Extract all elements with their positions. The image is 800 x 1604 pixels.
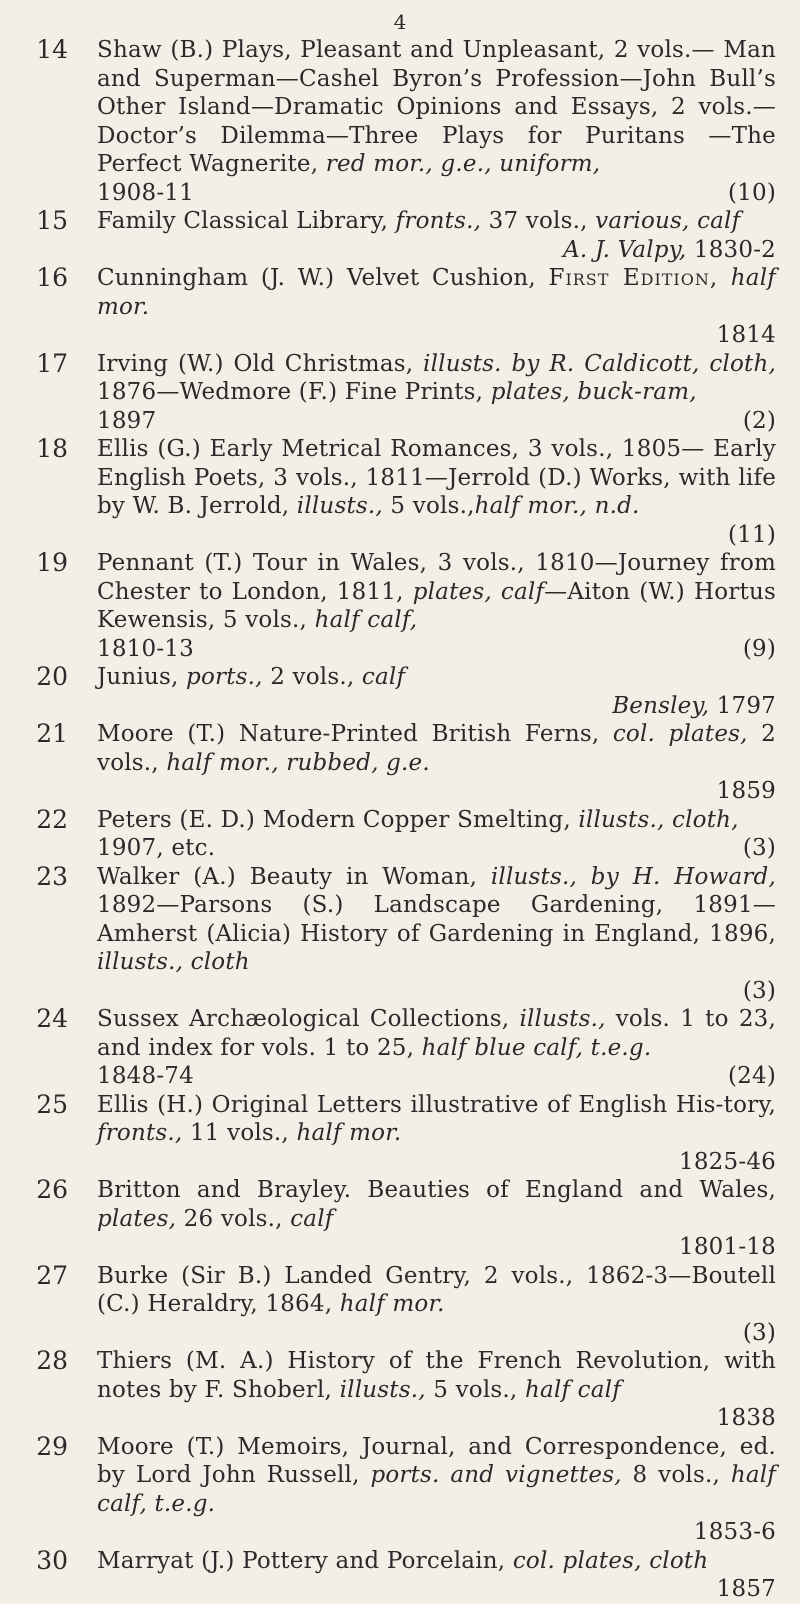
binding-note-2: half calf, [314,607,418,633]
lot-count [743,834,776,863]
lot-date: 1848-74 [97,1063,194,1089]
lot-date-row [97,179,776,208]
lot-count [563,236,776,265]
binding-note: ports., [186,664,263,690]
lot-count [717,1404,776,1433]
lot-date-row [97,521,776,550]
lot-title: Burke (Sir B.) Landed Gentry, 2 vols., 1862-3—Boutell (C.) Heraldry, 1864, [97,1262,776,1317]
lot-date-row [97,1575,776,1604]
lot-title: Moore (T.) Nature-Printed British Ferns, [97,721,613,747]
lot-description [97,1091,776,1177]
binding-note-2: half mor., rubbed, g.e. [166,749,430,776]
lot-entry [0,350,800,436]
lot-title-cont: 1876—Wedmore (F.) Fine Prints, [97,379,491,405]
lot-quantity: (3) [742,1319,776,1346]
lot-entry [0,549,800,663]
lot-title-cont: 1892—Parsons (S.) Landscape Gardening, 1891— Amherst (Alicia) History of Gardening in England, 1896, [97,892,776,947]
lot-number: 24 [36,1004,68,1033]
lot-title-cont: —Aiton (W.) Hortus Kewensis, 5 vols., [97,578,776,633]
lot-date-row [97,635,776,664]
lot-description [97,350,776,436]
lot-number: 25 [36,1089,68,1119]
lot-quantity: (24) [727,1063,776,1089]
binding-note: col. plates, cloth [512,1547,709,1574]
lot-title: Britton and Brayley. Beauties of England and Wales, [97,1177,776,1203]
lot-title-cont: vols. 1 to 23, and index for vols. 1 to 25, [97,1006,777,1061]
lot-date: 1810-13 [97,635,194,662]
lot-count [743,635,776,664]
lot-title: Ellis (H.) Original Letters illustrative of English His-tory, [97,1091,776,1118]
lot-title-cont: 2 vols., [97,721,776,776]
lot-title: Cunningham (J. W.) Velvet Cushion, [97,265,549,291]
lot-entry [0,435,800,549]
lot-quantity: 1814 [716,322,776,348]
binding-note-2: plates, buck-ram, [490,379,697,405]
lot-quantity: (9) [742,635,776,662]
lot-description [97,36,776,207]
lot-title: Moore (T.) Memoirs, Journal, and Correspondence, ed. by Lord John Russell, [97,1433,776,1488]
lot-entry [0,1433,800,1547]
lot-number: 30 [36,1545,68,1575]
lot-count [728,521,776,550]
lot-count [728,179,776,208]
lot-count [728,1062,776,1091]
lot-entry [0,806,800,863]
lot-description [97,1176,776,1262]
lot-title-cont: 11 vols., [182,1120,297,1146]
lot-date-row [97,834,776,863]
lot-count [717,1575,776,1604]
lot-count [717,321,776,350]
lot-date-row [97,1404,776,1433]
lot-entry [0,1005,800,1091]
binding-note: col. plates, [612,721,748,747]
lot-entry [0,207,800,264]
lot-date-row [97,321,776,350]
lot-quantity: (3) [742,977,776,1004]
lot-count [679,1233,776,1262]
binding-note: plates, [97,1205,177,1232]
binding-note-2: half blue calf, t.e.g. [421,1034,652,1061]
lot-quantity: (3) [742,835,776,861]
lot-entry [0,1547,800,1604]
lot-title-cont: 5 vols., [382,493,475,519]
lot-quantity: 1853-6 [693,1519,776,1545]
lot-title-cont: 8 vols., [621,1462,731,1488]
lot-entry [0,36,800,207]
binding-note: fronts., [97,1120,183,1146]
binding-note: plates, calf [412,578,545,605]
lot-count [717,777,776,806]
binding-note: fronts., [395,208,482,234]
lot-date-row [97,1518,776,1547]
lot-title: Sussex Archæological Collections, [97,1006,520,1032]
lot-date-row [97,1062,776,1091]
lot-description [97,1262,776,1348]
lot-list [0,36,800,1604]
lot-number: 21 [36,719,68,748]
binding-note-2: half mor., n.d. [474,493,640,519]
lot-count [743,977,776,1006]
binding-note-2: illusts., cloth [97,949,250,975]
binding-note-2: half calf [524,1376,621,1403]
lot-number: 15 [36,206,68,235]
lot-description [97,207,776,264]
lot-entry [0,663,800,720]
lot-quantity: 1825-46 [679,1148,776,1175]
lot-number: 18 [36,434,68,463]
publisher: Bensley, [612,692,710,719]
lot-date-row [97,1148,776,1177]
lot-quantity: 1838 [716,1405,776,1431]
publisher: A. J. Valpy, [563,236,687,263]
lot-quantity: (11) [727,521,776,548]
binding-note: illusts. by R. Caldicott, cloth, [423,350,776,377]
lot-date-row [97,236,776,265]
lot-quantity: (2) [742,407,776,434]
page-number: 4 [393,10,407,34]
binding-note: ports. and vignettes, [370,1462,622,1488]
lot-title: Peters (E. D.) Modern Copper Smelting, [97,806,579,833]
binding-note: illusts., [519,1006,606,1032]
lot-title: Pennant (T.) Tour in Wales, 3 vols., 1810—Journey from Chester to London, 1811, [97,550,776,605]
lot-title: Irving (W.) Old Christmas, [97,350,424,377]
lot-title: Thiers (M. A.) History of the French Revolution, with notes by F. Shoberl, [97,1348,776,1403]
lot-description [97,663,776,720]
lot-title: Ellis (G.) Early Metrical Romances, 3 vols., 1805— Early English Poets, 3 vols., 1811—Jerrold (D.) Works, with life by W. B. Jerrold, [97,436,776,519]
lot-date-row [97,777,776,806]
lot-title: Shaw (B.) Plays, Pleasant and Unpleasant, 2 vols.— Man and Superman—Cashel Byron’s Profession—John Bull’s Other Island—Dramatic Opinions and Essays, 2 vols.—Doctor’s Dilemma—Three Plays for Puritans —The Perfect Wagnerite, [97,37,776,177]
lot-title-cont: 5 vols., [425,1376,525,1403]
lot-title: Marryat (J.) Pottery and Porcelain, [97,1547,513,1574]
lot-number: 14 [36,35,68,64]
lot-number: 16 [36,263,68,292]
lot-date: 1907, etc. [97,835,216,861]
binding-note: half mor. [339,1291,445,1317]
lot-number: 23 [36,861,68,891]
lot-description [97,806,776,863]
lot-description [97,1547,776,1604]
lot-date: 1897 [97,407,157,434]
lot-number: 17 [36,348,68,378]
lot-date-row [97,407,776,436]
lot-number: 22 [36,804,68,834]
lot-description [97,720,776,806]
lot-date-row [97,1233,776,1262]
binding-note: red mor., g.e., uniform, [325,151,601,177]
binding-note: half mor. [97,265,776,320]
lot-quantity: 1797 [709,692,776,719]
lot-date-row [97,692,776,721]
lot-quantity: 1801-18 [679,1234,776,1260]
lot-number: 26 [36,1175,68,1204]
edition-note: First Edition, [548,265,719,291]
lot-date: 1908-11 [97,179,194,206]
lot-number: 20 [36,662,68,691]
lot-count [743,407,776,436]
binding-note: illusts., by H. Howard, [490,863,776,890]
lot-number: 27 [36,1260,68,1290]
lot-number: 29 [36,1431,68,1461]
lot-description [97,863,776,1006]
lot-number: 28 [36,1346,68,1375]
lot-title-cont: 2 vols., [262,664,362,690]
lot-date-row [97,1319,776,1348]
lot-quantity: 1830-2 [686,236,776,263]
lot-entry [0,1262,800,1348]
lot-entry [0,1347,800,1433]
binding-note: illusts., [339,1376,426,1403]
lot-quantity: 1857 [716,1576,776,1602]
binding-note-2: calf [290,1205,334,1232]
lot-entry [0,863,800,1006]
lot-entry [0,264,800,350]
lot-title-cont: 37 vols., [481,208,596,234]
lot-count [743,1319,776,1348]
binding-note: illusts., cloth, [578,806,739,833]
lot-description [97,435,776,549]
lot-count [694,1518,776,1547]
lot-description [97,1005,776,1091]
binding-note-2: half calf, t.e.g. [97,1462,777,1517]
lot-title: Family Classical Library, [97,208,396,234]
binding-note-2: various, calf [595,208,741,234]
binding-note: illusts., [296,493,383,519]
lot-description [97,1347,776,1433]
lot-quantity: 1859 [716,778,776,804]
lot-title-cont: 26 vols., [176,1205,291,1232]
lot-count [612,692,776,721]
lot-quantity: (10) [727,179,776,206]
lot-date-row [97,977,776,1006]
lot-description [97,549,776,663]
lot-title: Walker (A.) Beauty in Woman, [97,863,491,890]
lot-title: Junius, [97,664,187,690]
lot-entry [0,1176,800,1262]
binding-note-2: half mor. [296,1120,402,1146]
binding-note-2: calf [361,664,406,690]
lot-entry [0,1091,800,1177]
lot-description [97,1433,776,1547]
lot-entry [0,720,800,806]
lot-description [97,264,776,350]
lot-number: 19 [36,548,68,577]
lot-count [679,1148,776,1177]
